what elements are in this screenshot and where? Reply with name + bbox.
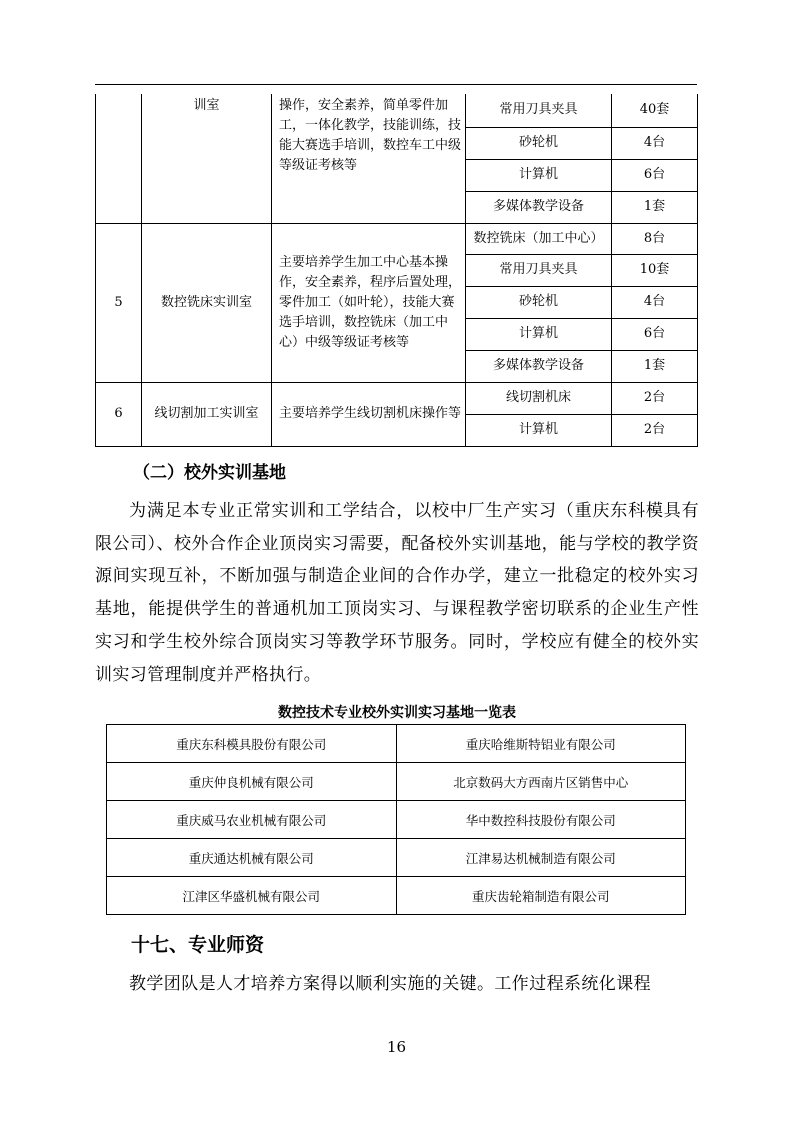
- equipment-quantity: 6台: [612, 318, 698, 350]
- table-row: [107, 839, 686, 877]
- training-room-table: [95, 94, 698, 447]
- company-cell: 重庆通达机械有限公司: [107, 839, 397, 877]
- room-number-cell: 6: [96, 382, 142, 446]
- table-row: [96, 94, 698, 127]
- table-row: [107, 877, 686, 915]
- company-cell: 华中数控科技股份有限公司: [396, 801, 686, 839]
- equipment-quantity: 1套: [612, 350, 698, 382]
- room-number-cell: [96, 94, 142, 223]
- company-cell: 重庆仲良机械有限公司: [107, 763, 397, 801]
- faculty-paragraph: 教学团队是人才培养方案得以顺利实施的关键。工作过程系统化课程: [129, 974, 651, 994]
- company-cell: 北京数码大方西南片区销售中心: [396, 763, 686, 801]
- company-cell: 江津易达机械制造有限公司: [396, 839, 686, 877]
- equipment-name: 多媒体教学设备: [466, 350, 612, 382]
- section-heading-offsite: （二）校外实训基地: [133, 463, 286, 483]
- table-row: [96, 382, 698, 414]
- company-cell: 重庆东科模具股份有限公司: [107, 725, 397, 763]
- equipment-name: 常用刀具夹具: [466, 254, 612, 286]
- equipment-quantity: 1套: [612, 191, 698, 223]
- equipment-name: 计算机: [466, 318, 612, 350]
- equipment-quantity: 10套: [612, 254, 698, 286]
- equipment-quantity: 4台: [612, 127, 698, 159]
- equipment-quantity: 6台: [612, 159, 698, 191]
- offsite-paragraph: 为满足本专业正常实训和工学结合，以校中厂生产实习（重庆东科模具有限公司）、校外合作企业顶岗实习需要，配备校外实训基地，能与学校的教学资源间实现互补，不断加强与制造企业间的合作办学，建立一批稳定的校外实习基地，能提供学生的普通机加工顶岗实习、与课程教学密切联系的企业生产性实习和学生校外综合顶岗实习等教学环节服务。同时，学校应有健全的校外实训实习管理制度并严格执行。: [95, 501, 699, 685]
- company-cell: 重庆威马农业机械有限公司: [107, 801, 397, 839]
- equipment-name: 常用刀具夹具: [466, 94, 612, 127]
- table-row: [96, 223, 698, 254]
- table-row: [107, 725, 686, 763]
- company-cell: 重庆哈维斯特铝业有限公司: [396, 725, 686, 763]
- room-name-cell: 数控铣床实训室: [142, 223, 272, 382]
- equipment-quantity: 40套: [612, 94, 698, 127]
- equipment-name: 计算机: [466, 414, 612, 446]
- room-name-cell: 训室: [142, 94, 272, 223]
- room-description-cell: 主要培养学生线切割机床操作等: [272, 382, 466, 446]
- table-caption: 数控技术专业校外实训实习基地一览表: [278, 705, 516, 721]
- equipment-name: 线切割机床: [466, 382, 612, 414]
- room-name-cell: 线切割加工实训室: [142, 382, 272, 446]
- header-rule: [95, 84, 697, 85]
- room-description-cell: 操作，安全素养，简单零件加工，一体化教学，技能训练，技能大赛选手培训，数控车工中级等级证考核等: [272, 94, 466, 223]
- equipment-name: 计算机: [466, 159, 612, 191]
- equipment-name: 砂轮机: [466, 286, 612, 318]
- equipment-name: 砂轮机: [466, 127, 612, 159]
- equipment-quantity: 2台: [612, 414, 698, 446]
- equipment-quantity: 2台: [612, 382, 698, 414]
- companies-table: [106, 724, 686, 915]
- equipment-quantity: 8台: [612, 223, 698, 254]
- page-number: 16: [386, 1038, 407, 1056]
- company-cell: 江津区华盛机械有限公司: [107, 877, 397, 915]
- room-number-cell: 5: [96, 223, 142, 382]
- table-row: [107, 801, 686, 839]
- equipment-quantity: 4台: [612, 286, 698, 318]
- section-heading-faculty: 十七、专业师资: [131, 934, 265, 956]
- equipment-name: 数控铣床（加工中心）: [466, 223, 612, 254]
- company-cell: 重庆齿轮箱制造有限公司: [396, 877, 686, 915]
- room-description-cell: 主要培养学生加工中心基本操作，安全素养，程序后置处理，零件加工（如叶轮），技能大赛选手培训，数控铣床（加工中心）中级等级证考核等: [272, 223, 466, 382]
- table-row: [107, 763, 686, 801]
- equipment-name: 多媒体教学设备: [466, 191, 612, 223]
